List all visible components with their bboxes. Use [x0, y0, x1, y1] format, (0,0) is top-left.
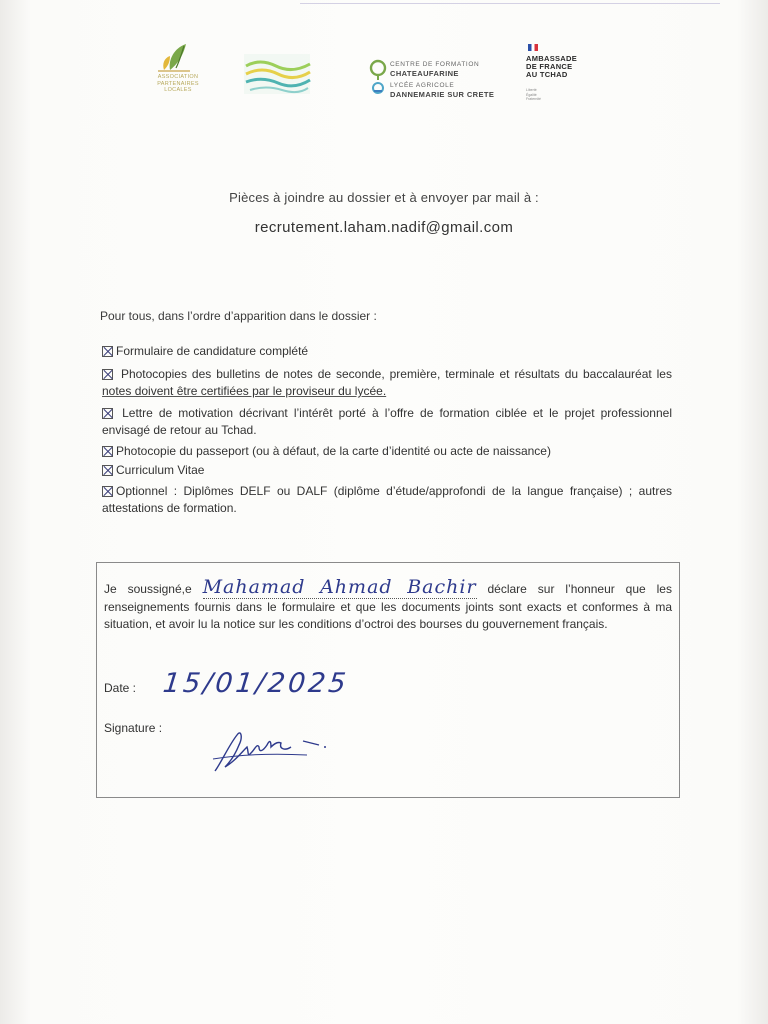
leaf-icon	[146, 40, 210, 74]
checklist-intro: Pour tous, dans l’ordre d’apparition dans le dossier :	[100, 309, 377, 323]
tree-leaf-logo	[146, 40, 210, 112]
date-label: Date :	[104, 681, 137, 695]
declaration-prefix: Je soussigné,e	[104, 582, 203, 596]
logo1-text-line: LOCALES	[164, 87, 192, 93]
logo3-line: CENTRE DE FORMATION	[390, 61, 480, 68]
checklist-item-text: Formulaire de candidature complété	[116, 344, 309, 358]
checked-checkbox-icon[interactable]	[102, 408, 113, 419]
signature-label: Signature :	[104, 721, 163, 735]
logo3-line: LYCÉE AGRICOLE	[390, 82, 455, 89]
training-center-logo	[368, 58, 508, 102]
checklist-item	[102, 443, 672, 460]
logo3-line: DANNEMARIE SUR CRETE	[390, 90, 495, 99]
motto-line: Liberté	[526, 88, 537, 92]
contact-email: recrutement.laham.nadif@gmail.com	[254, 219, 514, 236]
checklist-item	[102, 405, 672, 439]
logo3-line: CHATEAUFARINE	[390, 69, 459, 78]
declaration-text	[104, 576, 672, 634]
embassy-logo	[524, 44, 604, 104]
declaration-suffix: déclare sur l’honneur que les renseignements fournis dans le formulaire et que les documents joints sont exacts et conformes à ma situation, et avoir lu la notice sur les conditions d’octroi des bourses du gouvernement français.	[104, 582, 672, 631]
checklist-item	[102, 366, 672, 400]
french-flag-icon	[528, 44, 538, 51]
checklist-item-text: Photocopie du passeport (ou à défaut, de la carte d’identité ou acte de naissance)	[116, 444, 551, 458]
motto-line: Fraternité	[526, 97, 541, 101]
underlined-note: notes doivent être certifiées par le proviseur du lycée.	[102, 384, 387, 398]
page-title: Pièces à joindre au dossier et à envoyer par mail à :	[229, 190, 539, 205]
checklist-item-text: Lettre de motivation décrivant l’intérêt porté à l’offre de formation ciblée et le projet professionnel envisagé de retour au Tchad.	[102, 406, 672, 437]
embassy-line: AMBASSADE	[526, 54, 578, 63]
signature-icon[interactable]	[207, 723, 337, 779]
logo1-text-line: ASSOCIATION	[157, 74, 199, 80]
checked-checkbox-icon[interactable]	[102, 369, 113, 380]
checklist-item	[102, 462, 672, 479]
handwritten-name[interactable]: Mahamad Ahmad Bachir	[202, 576, 477, 598]
checked-checkbox-icon[interactable]	[102, 465, 113, 476]
declaration-box	[96, 562, 680, 798]
waves-icon	[240, 50, 316, 100]
checklist-item-text: Photocopies des bulletins de notes de seconde, première, terminale et résultats du baccalauréat les	[120, 367, 672, 381]
checked-checkbox-icon[interactable]	[102, 446, 113, 457]
embassy-line: AU TCHAD	[526, 70, 568, 79]
embassy-line: DE FRANCE	[526, 62, 573, 71]
checked-checkbox-icon[interactable]	[102, 346, 113, 357]
motto-line: Égalité	[526, 92, 537, 97]
scan-edge-line	[300, 3, 720, 4]
checklist-item-text: Optionnel : Diplômes DELF ou DALF (diplôme d’étude/approfondi de la langue française) ; autres attestations de formation.	[102, 484, 672, 515]
logo1-text-line: PARTENAIRES	[157, 80, 199, 87]
handwritten-date[interactable]: 15/01/2025	[161, 668, 351, 699]
checklist-item	[102, 343, 672, 360]
checklist-item	[102, 483, 672, 517]
wave-logo	[240, 50, 316, 100]
checked-checkbox-icon[interactable]	[102, 486, 113, 497]
pin-icon	[368, 58, 388, 100]
checklist-item-text: Curriculum Vitae	[116, 463, 205, 477]
